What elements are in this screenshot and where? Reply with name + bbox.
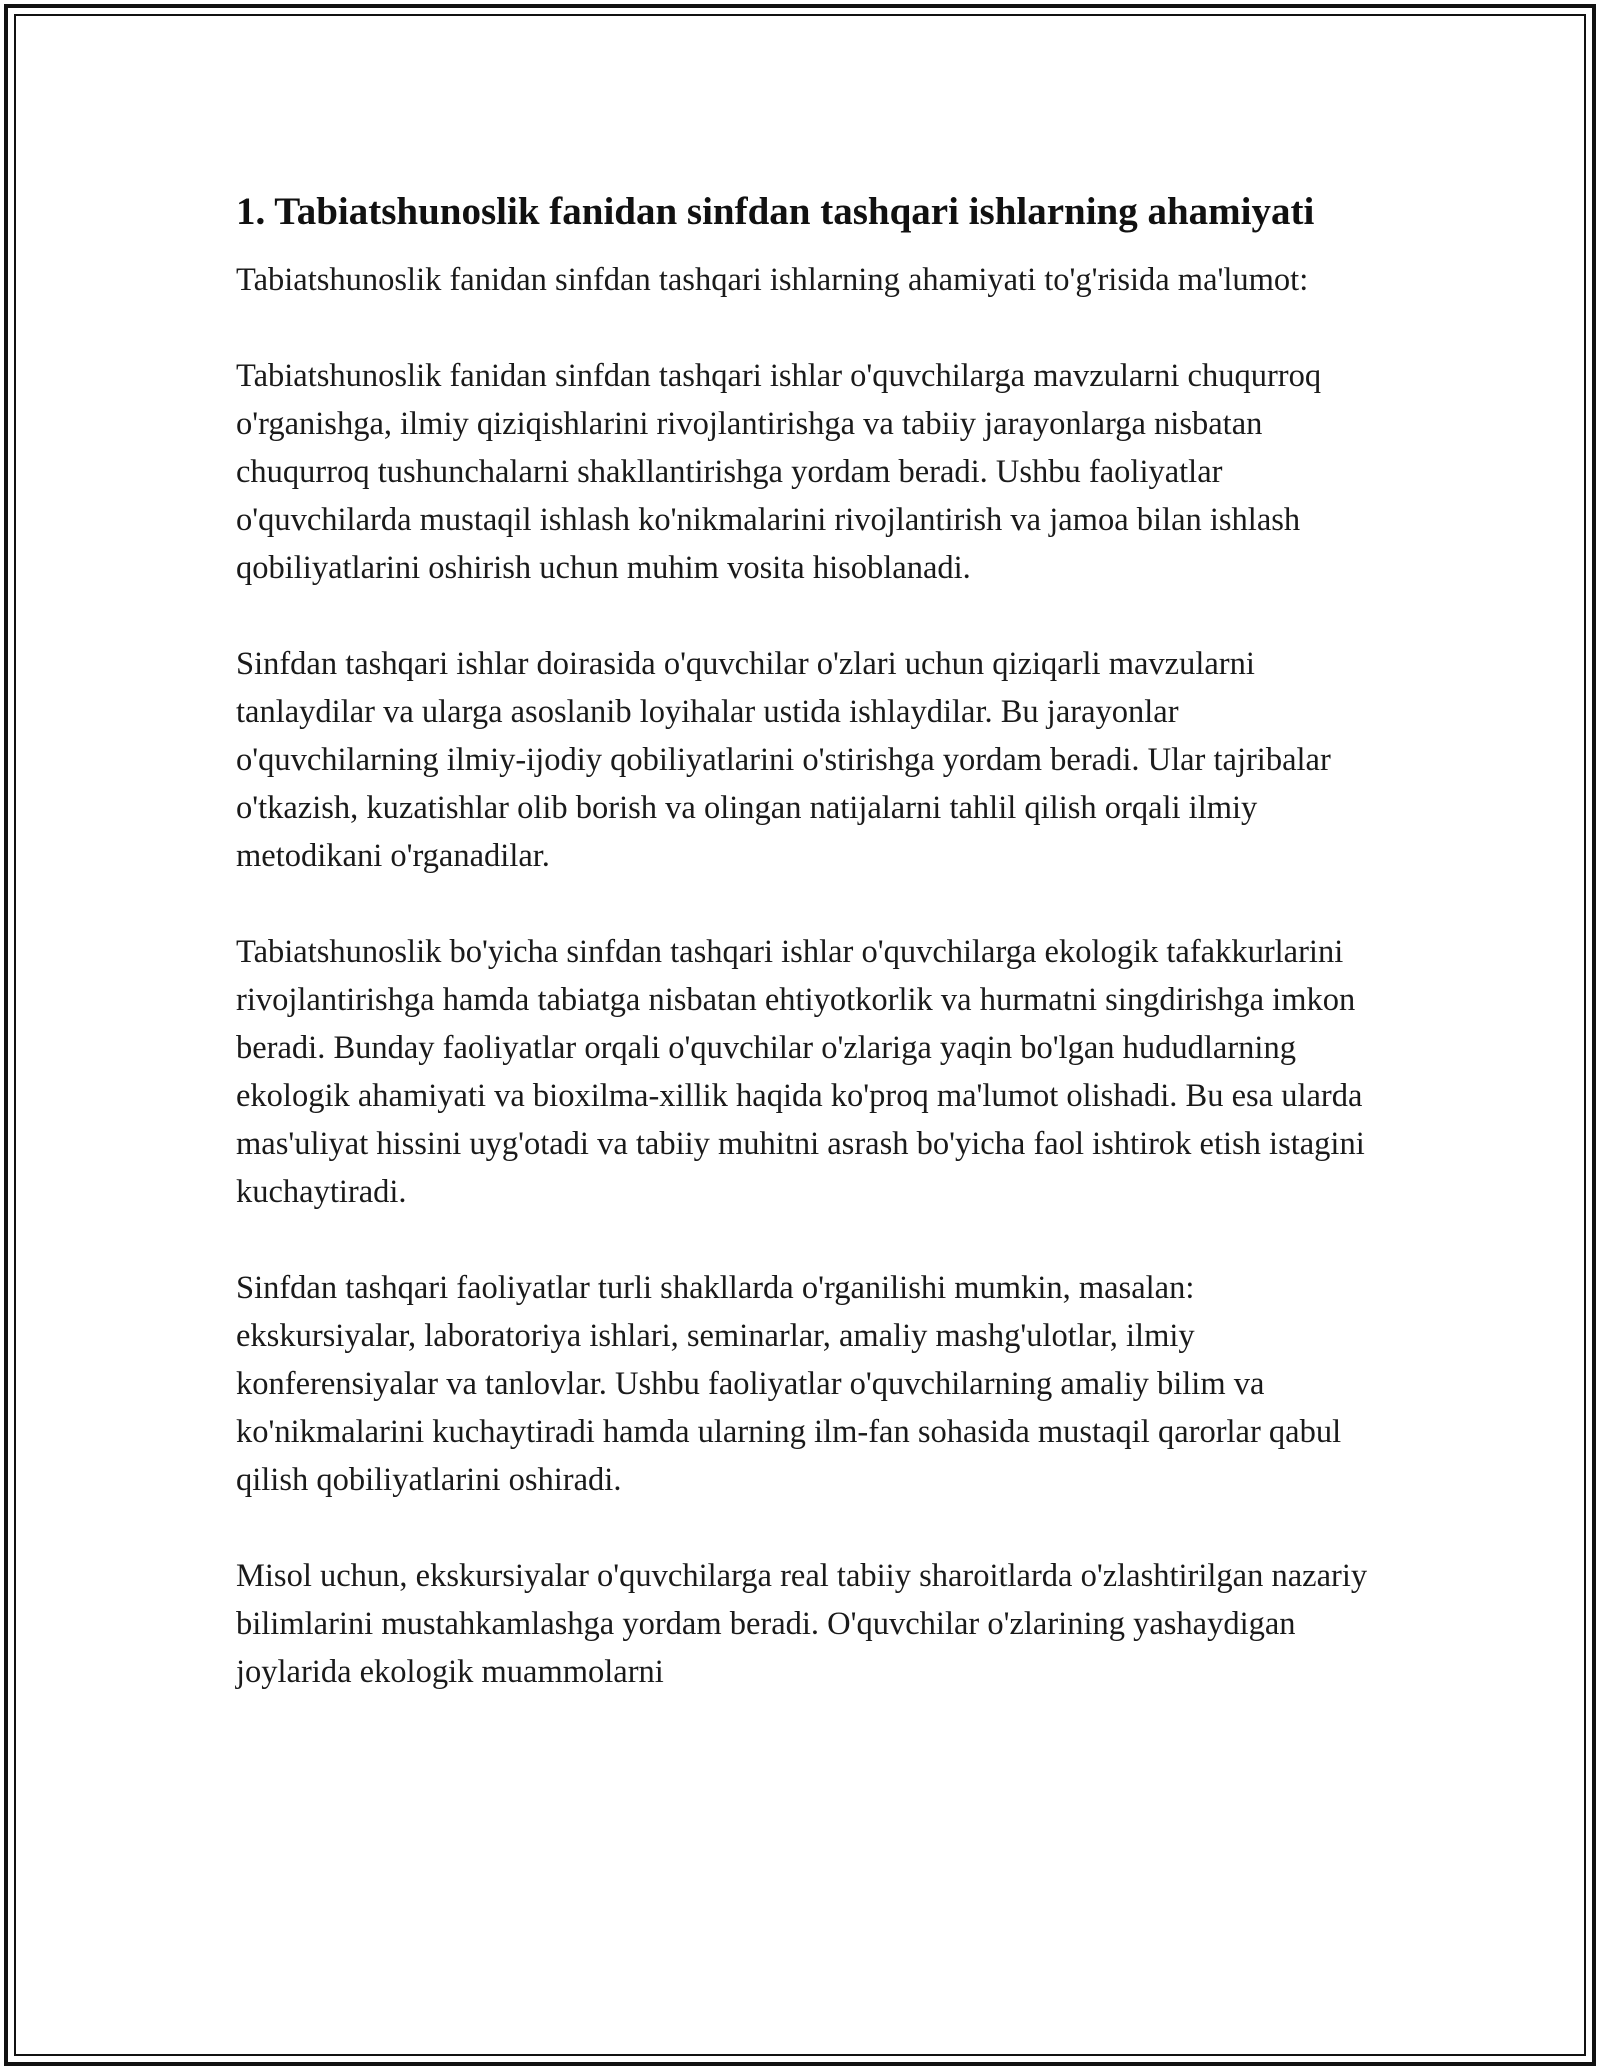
paragraph-excursions: Misol uchun, ekskursiyalar o'quvchilarga real tabiiy sharoitlarda o'zlashtirilgan nazariy bilimlarini mustahkamlashga yordam beradi. O'quvchilar o'zlarining yashaydigan joylarida ekologik muammolarni [236,1558,1368,1690]
document-body [236,184,1368,1696]
paragraph-projects: Sinfdan tashqari ishlar doirasida o'quvchilar o'zlari uchun qiziqarli mavzularni tanlaydilar va ularga asoslanib loyihalar ustida ishlaydilar. Bu jarayonlar o'quvchilarning ilmiy-ijodiy qobiliyatlarini o'stirishga yordam beradi. Ular tajribalar o'tkazish, kuzatishlar olib borish va olingan natijalarni tahlil qilish orqali ilmiy metodikani o'rganadilar. [236,646,1331,874]
paragraph-intro: Tabiatshunoslik fanidan sinfdan tashqari ishlarning ahamiyati to'g'risida ma'lumot: [236,262,1309,298]
paragraph-activity-forms: Sinfdan tashqari faoliyatlar turli shakllarda o'rganilishi mumkin, masalan: ekskursiyalar, laboratoriya ishlari, seminarlar, amaliy mashg'ulotlar, ilmiy konferensiyalar va tanlovlar. Ushbu faoliyatlar o'quvchilarning amaliy bilim va ko'nikmalarini kuchaytiradi hamda ularning ilm-fan sohasida mustaqil qarorlar qabul qilish qobiliyatlarini oshiradi. [236,1270,1342,1498]
document-title: 1. Tabiatshunoslik fanidan sinfdan tashqari ishlarning ahamiyati [236,190,1315,233]
paragraph-ecology: Tabiatshunoslik bo'yicha sinfdan tashqari ishlar o'quvchilarga ekologik tafakkurlarini rivojlantirishga hamda tabiatga nisbatan ehtiyotkorlik va hurmatni singdirishga imkon beradi. Bunday faoliyatlar orqali o'quvchilar o'zlariga yaqin bo'lgan hududlarning ekologik ahamiyati va bioxilma-xillik haqida ko'proq ma'lumot olishadi. Bu esa ularda mas'uliyat hissini uyg'otadi va tabiiy muhitni asrash bo'yicha faol ishtirok etish istagini kuchaytiradi. [236,934,1365,1210]
paragraph-purpose: Tabiatshunoslik fanidan sinfdan tashqari ishlar o'quvchilarga mavzularni chuqurroq o'rganishga, ilmiy qiziqishlarini rivojlantirishga va tabiiy jarayonlarga nisbatan chuqurroq tushunchalarni shakllantirishga yordam beradi. Ushbu faoliyatlar o'quvchilarda mustaqil ishlash ko'nikmalarini rivojlantirish va jamoa bilan ishlash qobiliyatlarini oshirish uchun muhim vosita hisoblanadi. [236,358,1322,586]
